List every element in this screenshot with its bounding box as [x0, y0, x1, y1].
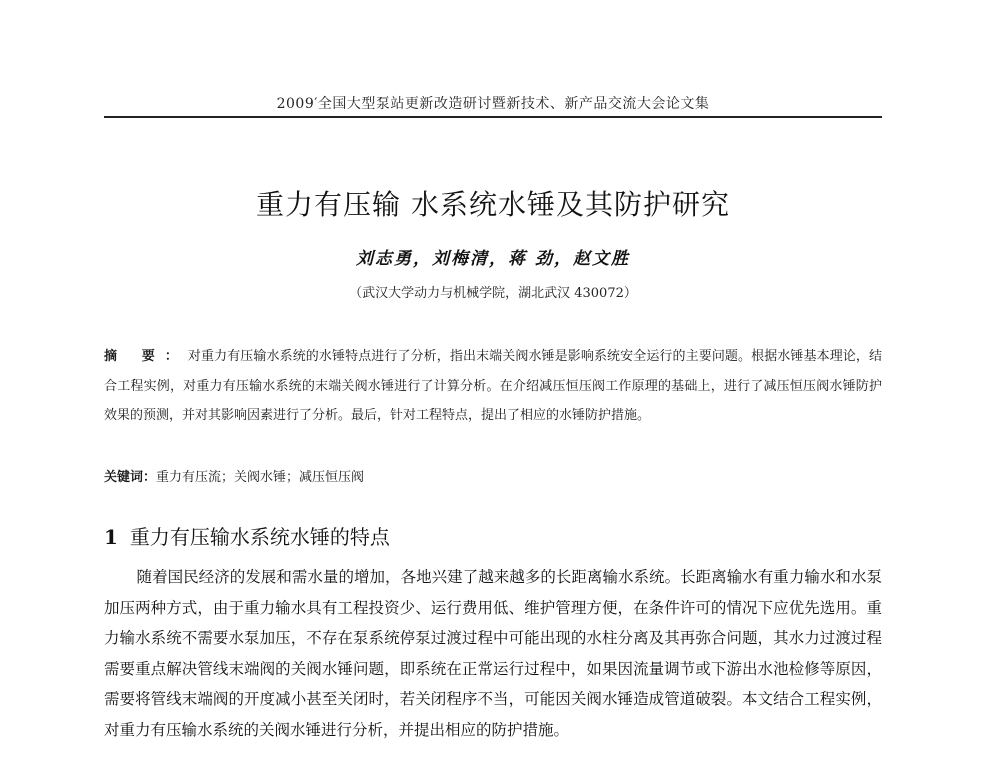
running-header: 2009′全国大型泵站更新改造研讨暨新技术、新产品交流大会论文集 [276, 96, 710, 112]
abstract-label: 摘 要： [104, 349, 188, 364]
paper-title: 重力有压输 水系统水锤及其防护研究 [256, 188, 730, 221]
keywords-text: 重力有压流；关阀水锤；减压恒压阀 [156, 470, 365, 485]
keywords-label: 关键词： [104, 470, 157, 485]
authors: 刘志勇，刘梅清，蒋 劲，赵文胜 [356, 249, 630, 269]
section-number: 1 [104, 525, 118, 549]
section-body-paragraph: 随着国民经济的发展和需水量的增加，各地兴建了越来越多的长距离输水系统。长距离输水有重力输水和水泵加压两种方式，由于重力输水具有工程投资少、运行费用低、维护管理方便，在条件许可的情况下应优先选用。重力输水系统不需要水泵加压，不存在泵系统停泵过渡过程中可能出现的水柱分离及其再弥合问题，其水力过渡过程需要重点解决管线末端阀的关阀水锤问题，即系统在正常运行过程中，如果因流量调节或下游出水池检修等原因，需要将管线末端阀的开度减小甚至关闭时，若关闭程序不当，可能因关阀水锤造成管道破裂。本文结合工程实例，对重力有压输水系统的关阀水锤进行分析，并提出相应的防护措施。 [104, 568, 882, 739]
section-title: 重力有压输水系统水锤的特点 [129, 525, 390, 549]
affiliation: （武汉大学动力与机械学院，湖北武汉 430072） [349, 286, 637, 301]
abstract-text: 对重力有压输水系统的水锤特点进行了分析，指出末端关阀水锤是影响系统安全运行的主要问题。根据水锤基本理论，结合工程实例，对重力有压输水系统的末端关阀水锤进行了计算分析。在介绍减压恒压阀工作原理的基础上，进行了减压恒压阀水锤防护效果的预测，并对其影响因素进行了分析。最后，针对工程特点，提出了相应的水锤防护措施。 [104, 349, 882, 423]
